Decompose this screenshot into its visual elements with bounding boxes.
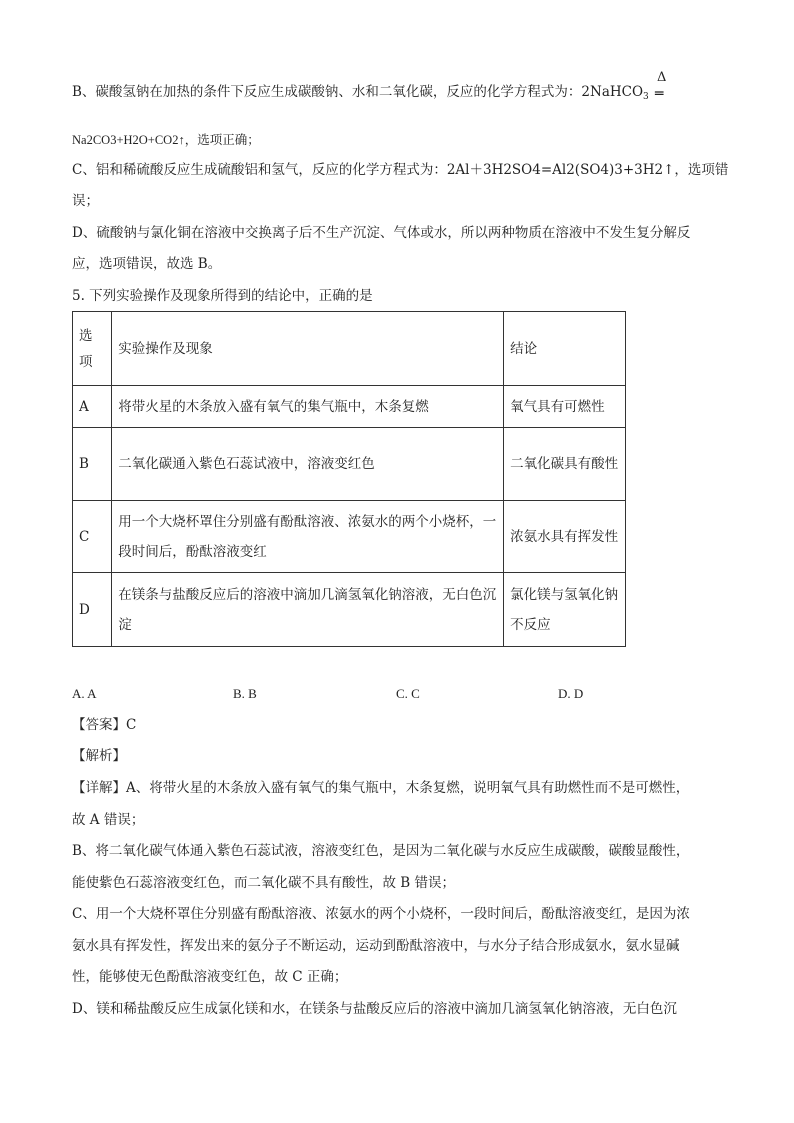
table-row — [73, 501, 626, 573]
line-c-equation: C、铝和稀硫酸反应生成硫酸铝和氢气，反应的化学方程式为：2Al＋3H2SO4=Al2(SO4)3+3H2↑，选项错 — [72, 162, 729, 178]
analysis-a1: 【详解】A、将带火星的木条放入盛有氧气的集气瓶中，木条复燃，说明氧气具有助燃性而不是可燃性， — [72, 780, 690, 796]
header-conclusion: 结论 — [504, 312, 626, 386]
table-row — [73, 428, 626, 501]
option-d: D. D — [558, 686, 584, 701]
equals-symbol: ═ — [655, 86, 664, 102]
option-a: A. A — [72, 686, 97, 701]
cell-operation: 将带火星的木条放入盛有氧气的集气瓶中，木条复燃 — [112, 386, 504, 428]
option-b: B. B — [233, 686, 257, 701]
subscript: 3 — [643, 92, 649, 102]
analysis-c3: 性，能够使无色酚酞溶液变红色，故 C 正确； — [72, 969, 348, 985]
question-5: 5. 下列实验操作及现象所得到的结论中，正确的是 — [72, 288, 373, 304]
cell-operation: 在镁条与盐酸反应后的溶液中滴加几滴氢氧化钠溶液，无白色沉淀 — [112, 573, 504, 647]
table-row — [73, 573, 626, 647]
analysis-d1: D、镁和稀盐酸反应生成氯化镁和水，在镁条与盐酸反应后的溶液中滴加几滴氢氧化钠溶液，无白色沉 — [72, 1001, 677, 1017]
cell-operation: 用一个大烧杯罩住分别盛有酚酞溶液、浓氨水的两个小烧杯，一段时间后，酚酞溶液变红 — [112, 501, 504, 573]
cell-option: D — [73, 573, 112, 647]
analysis-c2: 氨水具有挥发性，挥发出来的氨分子不断运动，运动到酚酞溶液中，与水分子结合形成氨水，氨水显碱 — [72, 938, 680, 954]
analysis-b2: 能使紫色石蕊溶液变红色，而二氧化碳不具有酸性，故 B 错误； — [72, 875, 456, 891]
table-row — [73, 386, 626, 428]
line-d2: 应，选项错误，故选 B。 — [72, 256, 222, 272]
line-c-cont: 误； — [72, 193, 99, 209]
analysis-b1: B、将二氧化碳气体通入紫色石蕊试液，溶液变红色，是因为二氧化碳与水反应生成碳酸，碳酸显酸性， — [72, 843, 690, 859]
text: B、碳酸氢钠在加热的条件下反应生成碳酸钠、水和二氧化碳，反应的化学方程式为：2NaHCO — [72, 84, 644, 100]
line-d1: D、硫酸钠与氯化铜在溶液中交换离子后不生产沉淀、气体或水，所以两种物质在溶液中不发生复分解反 — [72, 225, 691, 241]
cell-option: B — [73, 428, 112, 501]
cell-operation: 二氧化碳通入紫色石蕊试液中，溶液变红色 — [112, 428, 504, 501]
cell-conclusion: 氧气具有可燃性 — [504, 386, 626, 428]
option-c: C. C — [396, 686, 420, 701]
question-table — [72, 311, 626, 647]
cell-conclusion: 浓氨水具有挥发性 — [504, 501, 626, 573]
analysis-label: 【解析】 — [72, 748, 126, 764]
analysis-c1: C、用一个大烧杯罩住分别盛有酚酞溶液、浓氨水的两个小烧杯，一段时间后，酚酞溶液变红，是因为浓 — [72, 906, 690, 922]
table-header-row — [73, 312, 626, 386]
line-b-products: Na2CO3+H2O+CO2↑，选项正确； — [72, 133, 260, 147]
cell-option: A — [73, 386, 112, 428]
header-option: 选项 — [73, 312, 112, 386]
analysis-a2: 故 A 错误； — [72, 812, 145, 828]
cell-conclusion: 二氧化碳具有酸性 — [504, 428, 626, 501]
delta-symbol: Δ — [657, 70, 667, 85]
header-operation: 实验操作及现象 — [112, 312, 504, 386]
line-b-equation — [72, 82, 649, 107]
cell-option: C — [73, 501, 112, 573]
answer-label: 【答案】C — [72, 717, 137, 733]
cell-conclusion: 氯化镁与氢氧化钠不反应 — [504, 573, 626, 647]
